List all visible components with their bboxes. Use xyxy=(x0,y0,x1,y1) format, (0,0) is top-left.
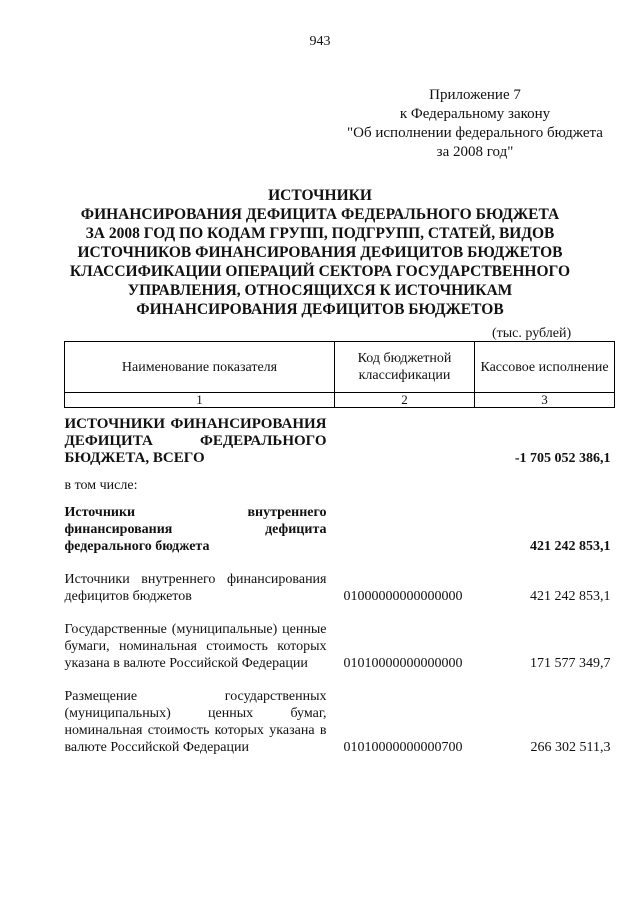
table-row xyxy=(65,672,615,756)
page-number: 943 xyxy=(309,34,331,49)
appendix-line: к Федеральному закону xyxy=(399,106,551,122)
units-label: (тыс. рублей) xyxy=(492,326,572,341)
header-code: Код бюджетной классификации xyxy=(335,342,475,393)
table-row xyxy=(65,494,615,555)
title-line: ЗА 2008 ГОД ПО КОДАМ ГРУПП, ПОДГРУПП, СТАТЕЙ, ВИДОВ xyxy=(85,225,555,242)
row-code: 01010000000000700 xyxy=(343,740,463,755)
header-value: Кассовое исполнение xyxy=(475,342,615,393)
title-line: ИСТОЧНИКИ xyxy=(268,187,372,204)
row-name: Источники внутреннего финансирования дефицита федерального бюджета xyxy=(64,505,327,554)
header-name: Наименование показателя xyxy=(65,342,335,393)
column-number-row xyxy=(65,393,615,408)
table-row xyxy=(65,605,615,672)
title-line: КЛАССИФИКАЦИИ ОПЕРАЦИЙ СЕКТОРА ГОСУДАРСТВЕННОГО xyxy=(69,263,571,280)
table-header-row xyxy=(65,342,615,393)
column-number: 3 xyxy=(475,393,615,408)
title-line: ИСТОЧНИКОВ ФИНАНСИРОВАНИЯ ДЕФИЦИТОВ БЮДЖЕТОВ xyxy=(77,244,563,261)
appendix-line: Приложение 7 xyxy=(429,87,521,103)
row-code xyxy=(335,408,475,468)
table-row xyxy=(65,467,615,494)
row-name: Государственные (муниципальные) ценные бумаги, номинальная стоимость которых указана в валюте Российской Федерации xyxy=(64,622,327,671)
row-code xyxy=(335,494,475,555)
table-row xyxy=(65,555,615,605)
row-value: -1 705 052 386,1 xyxy=(514,451,611,466)
row-value: 171 577 349,7 xyxy=(530,656,611,671)
title-line: УПРАВЛЕНИЯ, ОТНОСЯЩИХСЯ К ИСТОЧНИКАМ xyxy=(127,282,513,299)
document-title xyxy=(60,186,580,319)
table-row xyxy=(65,408,615,468)
row-value: 421 242 853,1 xyxy=(530,589,611,604)
appendix-line: за 2008 год" xyxy=(436,144,514,160)
row-code xyxy=(335,467,475,494)
appendix-line: "Об исполнении федерального бюджета xyxy=(347,125,603,141)
row-name: Источники внутреннего финансирования дефицитов бюджетов xyxy=(64,572,327,604)
row-name: в том числе: xyxy=(64,478,138,493)
appendix-block xyxy=(330,86,620,162)
title-line: ФИНАНСИРОВАНИЯ ДЕФИЦИТОВ БЮДЖЕТОВ xyxy=(136,301,504,318)
row-name: Размещение государственных (муниципальных) ценных бумаг, номинальная стоимость которых указана в валюте Российской Федерации xyxy=(64,689,327,755)
row-value: 421 242 853,1 xyxy=(530,539,611,554)
row-value: 266 302 511,3 xyxy=(530,740,611,755)
column-number: 1 xyxy=(65,393,335,408)
title-line: ФИНАНСИРОВАНИЯ ДЕФИЦИТА ФЕДЕРАЛЬНОГО БЮДЖЕТА xyxy=(80,206,560,223)
row-name: ИСТОЧНИКИ ФИНАНСИРОВАНИЯ ДЕФИЦИТА ФЕДЕРАЛЬНОГО БЮДЖЕТА, ВСЕГО xyxy=(64,416,327,466)
row-code: 01010000000000000 xyxy=(343,656,463,671)
row-value xyxy=(475,467,615,494)
budget-table xyxy=(64,341,615,756)
row-code: 01000000000000000 xyxy=(343,589,463,604)
column-number: 2 xyxy=(335,393,475,408)
